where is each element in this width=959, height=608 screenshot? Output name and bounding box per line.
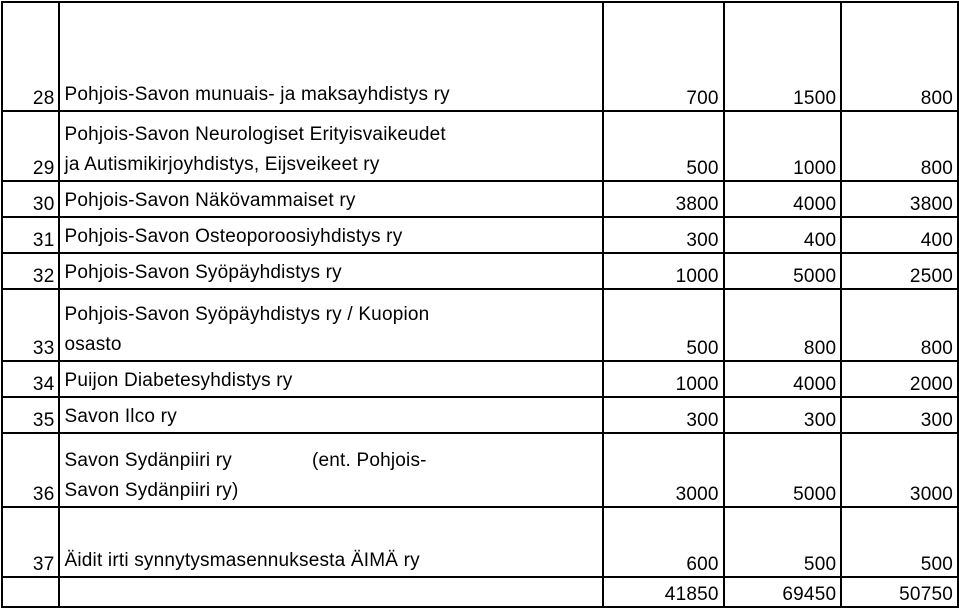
- table-row: [2, 2, 958, 111]
- totals-empty-num: [2, 577, 59, 607]
- table-row: [2, 253, 958, 289]
- table-row: [2, 507, 958, 577]
- table-row: [2, 361, 958, 397]
- table-row: [2, 217, 958, 253]
- value-col-2: 400: [724, 217, 842, 253]
- value-col-1: 1000: [603, 253, 723, 289]
- row-number: 36: [2, 433, 59, 507]
- row-number: 32: [2, 253, 59, 289]
- association-name: Savon Sydänpiiri ry (ent. Pohjois- Savon Sydänpiiri ry): [59, 433, 603, 507]
- value-col-3: 300: [841, 397, 958, 433]
- row-number: 33: [2, 289, 59, 361]
- value-col-3: 2000: [841, 361, 958, 397]
- value-col-1: 300: [603, 217, 723, 253]
- association-name: Puijon Diabetesyhdistys ry: [59, 361, 603, 397]
- association-name: Pohjois-Savon munuais- ja maksayhdistys ry: [59, 2, 603, 111]
- table-row: [2, 397, 958, 433]
- row-number: 31: [2, 217, 59, 253]
- row-number: 35: [2, 397, 59, 433]
- row-number: 37: [2, 507, 59, 577]
- total-col-3: 50750: [841, 577, 958, 607]
- value-col-1: 300: [603, 397, 723, 433]
- association-name: Savon Ilco ry: [59, 397, 603, 433]
- association-name: Äidit irti synnytysmasennuksesta ÄIMÄ ry: [59, 507, 603, 577]
- value-col-3: 800: [841, 111, 958, 181]
- row-number: 29: [2, 111, 59, 181]
- value-col-1: 500: [603, 289, 723, 361]
- row-number: 34: [2, 361, 59, 397]
- value-col-2: 5000: [724, 253, 842, 289]
- value-col-1: 500: [603, 111, 723, 181]
- value-col-1: 700: [603, 2, 723, 111]
- association-grant-table: [1, 1, 959, 608]
- value-col-3: 3800: [841, 181, 958, 217]
- value-col-2: 4000: [724, 361, 842, 397]
- value-col-3: 3000: [841, 433, 958, 507]
- total-col-1: 41850: [603, 577, 723, 607]
- value-col-1: 1000: [603, 361, 723, 397]
- value-col-1: 3000: [603, 433, 723, 507]
- totals-empty-name: [59, 577, 603, 607]
- row-number: 28: [2, 2, 59, 111]
- row-number: 30: [2, 181, 59, 217]
- totals-row: [2, 577, 958, 607]
- value-col-2: 1500: [724, 2, 842, 111]
- value-col-3: 500: [841, 507, 958, 577]
- value-col-3: 800: [841, 2, 958, 111]
- association-name: Pohjois-Savon Osteoporoosiyhdistys ry: [59, 217, 603, 253]
- value-col-1: 3800: [603, 181, 723, 217]
- association-name: Pohjois-Savon Näkövammaiset ry: [59, 181, 603, 217]
- total-col-2: 69450: [724, 577, 842, 607]
- table-row: [2, 111, 958, 181]
- association-name: Pohjois-Savon Syöpäyhdistys ry: [59, 253, 603, 289]
- association-name: Pohjois-Savon Neurologiset Erityisvaikeudet ja Autismikirjoyhdistys, Eijsveikeet ry: [59, 111, 603, 181]
- value-col-3: 800: [841, 289, 958, 361]
- value-col-2: 500: [724, 507, 842, 577]
- value-col-2: 5000: [724, 433, 842, 507]
- association-name: Pohjois-Savon Syöpäyhdistys ry / Kuopion osasto: [59, 289, 603, 361]
- table-row: [2, 433, 958, 507]
- value-col-2: 1000: [724, 111, 842, 181]
- value-col-3: 2500: [841, 253, 958, 289]
- value-col-2: 800: [724, 289, 842, 361]
- value-col-1: 600: [603, 507, 723, 577]
- table-row: [2, 289, 958, 361]
- value-col-2: 300: [724, 397, 842, 433]
- table-row: [2, 181, 958, 217]
- value-col-2: 4000: [724, 181, 842, 217]
- value-col-3: 400: [841, 217, 958, 253]
